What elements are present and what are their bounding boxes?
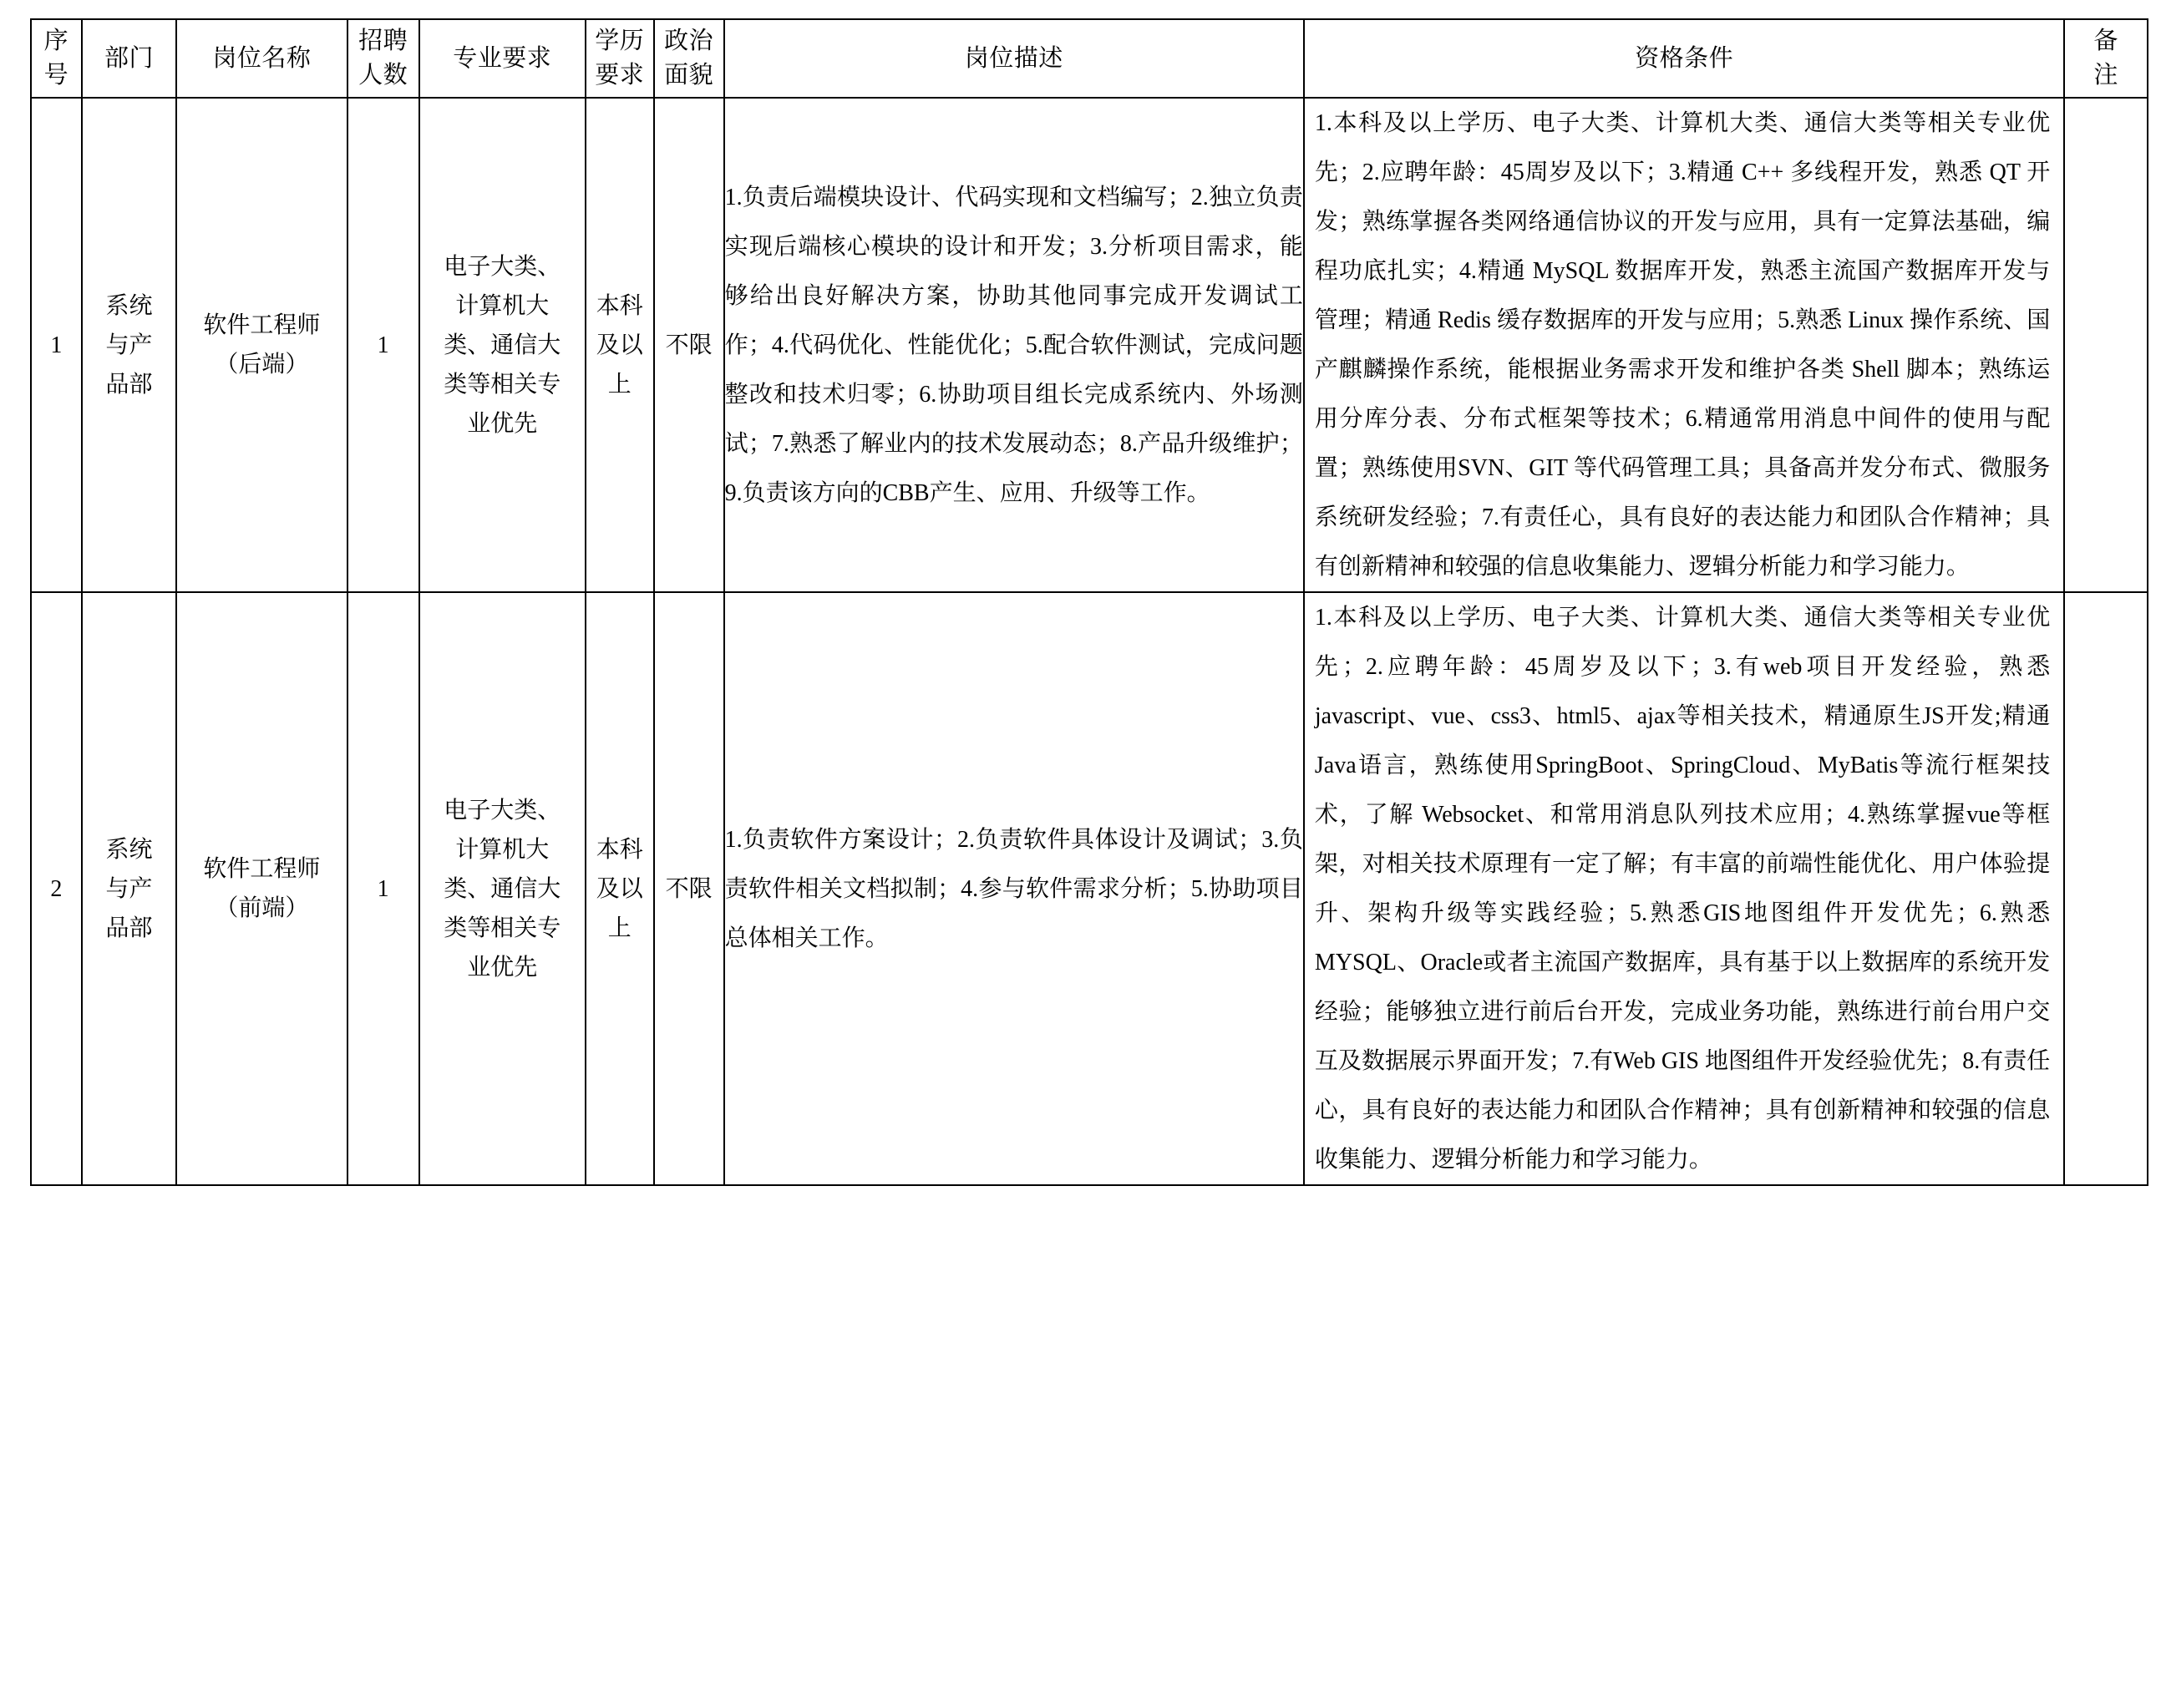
- column-header-qualification-line1: 资格条件: [1635, 44, 1734, 72]
- cell-post-name-line1: 软件工程师: [203, 856, 321, 882]
- cell-qualification: 1.本科及以上学历、电子大类、计算机大类、通信大类等相关专业优先；2.应聘年龄：45周岁及以下；3.有web项目开发经验，熟悉javascript、vue、css3、html5、ajax等相关技术，精通原生JS开发;精通Java语言，熟练使用SpringBoot、SpringCloud、MyBatis等流行框架技术，了解 Websocket、和常用消息队列技术应用；4.熟练掌握vue等框架，对相关技术原理有一定了解；有丰富的前端性能优化、用户体验提升、架构升级等实践经验；5.熟悉GIS地图组件开发优先；6.熟悉MYSQL、Oracle或者主流国产数据库，具有基于以上数据库的系统开发经验；能够独立进行前后台开发，完成业务功能，熟练进行前台用户交互及数据展示界面开发；7.有Web GIS 地图组件开发经验优先；8.有责任心，具有良好的表达能力和团队合作精神；具有创新精神和较强的信息收集能力、逻辑分析能力和学习能力。: [1304, 592, 2064, 1185]
- cell-headcount: 1: [347, 98, 419, 592]
- cell-seq: 1: [31, 98, 82, 592]
- column-header-seq-line1: 序: [43, 28, 69, 54]
- column-header-political-line2: 面貌: [664, 62, 714, 89]
- cell-qualification: 1.本科及以上学历、电子大类、计算机大类、通信大类等相关专业优先；2.应聘年龄：45周岁及以下；3.精通 C++ 多线程开发，熟悉 QT 开发；熟练掌握各类网络通信协议的开发与应用，具有一定算法基础，编程功底扎实；4.精通 MySQL 数据库开发，熟悉主流国产数据库开发与管理；精通 Redis 缓存数据库的开发与应用；5.熟悉 Linux 操作系统、国产麒麟操作系统，能根据业务需求开发和维护各类 Shell 脚本；熟练运用分库分表、分布式框架等技术；6.精通常用消息中间件的使用与配置；熟练使用SVN、GIT 等代码管理工具；具备高并发分布式、微服务系统研发经验；7.有责任心，具有良好的表达能力和团队合作精神；具有创新精神和较强的信息收集能力、逻辑分析能力和学习能力。: [1304, 98, 2064, 592]
- cell-remark: [2064, 592, 2148, 1185]
- column-header-remark-line2: 注: [2093, 62, 2118, 89]
- cell-post-name: [176, 98, 347, 592]
- cell-major-requirement: [419, 592, 586, 1185]
- cell-major-line3: 类、通信大: [444, 875, 561, 902]
- cell-education-line2: 及以: [596, 332, 643, 358]
- column-header-political: [654, 19, 724, 98]
- cell-post-name-line1: 软件工程师: [203, 312, 321, 338]
- column-header-qualification: [1304, 19, 2064, 98]
- column-header-remark-line1: 备: [2093, 28, 2118, 54]
- table-body: [31, 98, 2148, 1185]
- cell-education-line3: 上: [607, 915, 632, 941]
- cell-headcount: 1: [347, 592, 419, 1185]
- cell-job-description: 1.负责后端模块设计、代码实现和文档编写；2.独立负责实现后端核心模块的设计和开发；3.分析项目需求，能够给出良好解决方案，协助其他同事完成开发调试工作；4.代码优化、性能优化；5.配合软件测试，完成问题整改和技术归零；6.协助项目组长完成系统内、外场测试；7.熟悉了解业内的技术发展动态；8.产品升级维护；9.负责该方向的CBB产生、应用、升级等工作。: [724, 98, 1304, 592]
- cell-major-line2: 计算机大: [455, 836, 550, 863]
- cell-education: [586, 98, 654, 592]
- cell-post-name: [176, 592, 347, 1185]
- table-row: [31, 98, 2148, 592]
- cell-major-line3: 类、通信大: [444, 332, 561, 358]
- cell-major-line5: 业优先: [467, 410, 538, 437]
- cell-department-line1: 系统: [105, 836, 153, 863]
- cell-education-line1: 本科: [596, 836, 643, 863]
- column-header-remark: [2064, 19, 2148, 98]
- cell-education: [586, 592, 654, 1185]
- column-header-count: [347, 19, 419, 98]
- cell-department: [82, 98, 176, 592]
- column-header-political-line1: 政治: [664, 28, 714, 54]
- table-header-row: [31, 19, 2148, 98]
- cell-seq: 2: [31, 592, 82, 1185]
- cell-major-line4: 类等相关专: [444, 371, 561, 398]
- column-header-description: [724, 19, 1304, 98]
- cell-department: [82, 592, 176, 1185]
- cell-department-line2: 与产: [105, 875, 153, 902]
- table-header: [31, 19, 2148, 98]
- cell-department-line3: 品部: [105, 915, 153, 941]
- cell-post-name-line2: （前端）: [215, 895, 309, 921]
- column-header-edu-line1: 学历: [595, 28, 645, 54]
- column-header-dept: [82, 19, 176, 98]
- column-header-description-line1: 岗位描述: [964, 44, 1063, 72]
- column-header-post-line1: 岗位名称: [212, 44, 312, 72]
- cell-department-line3: 品部: [105, 371, 153, 398]
- column-header-edu: [586, 19, 654, 98]
- column-header-major: [419, 19, 586, 98]
- table-row: [31, 592, 2148, 1185]
- cell-education-line3: 上: [607, 371, 632, 398]
- cell-education-line2: 及以: [596, 875, 643, 902]
- cell-department-line2: 与产: [105, 332, 153, 358]
- cell-major-line2: 计算机大: [455, 292, 550, 319]
- column-header-edu-line2: 要求: [595, 62, 645, 89]
- cell-major-line1: 电子大类、: [444, 253, 561, 280]
- cell-major-line5: 业优先: [467, 954, 538, 981]
- column-header-dept-line1: 部门: [104, 44, 154, 72]
- column-header-major-line1: 专业要求: [453, 44, 552, 72]
- column-header-seq: [31, 19, 82, 98]
- cell-major-line4: 类等相关专: [444, 915, 561, 941]
- cell-political-status: 不限: [654, 98, 724, 592]
- cell-job-description: 1.负责软件方案设计；2.负责软件具体设计及调试；3.负责软件相关文档拟制；4.参与软件需求分析；5.协助项目总体相关工作。: [724, 592, 1304, 1185]
- cell-major-requirement: [419, 98, 586, 592]
- cell-political-status: 不限: [654, 592, 724, 1185]
- cell-education-line1: 本科: [596, 292, 643, 319]
- cell-major-line1: 电子大类、: [444, 797, 561, 824]
- column-header-post: [176, 19, 347, 98]
- recruitment-table: [30, 18, 2148, 1186]
- cell-remark: [2064, 98, 2148, 592]
- column-header-seq-line2: 号: [43, 62, 69, 89]
- cell-post-name-line2: （后端）: [215, 352, 309, 378]
- column-header-count-line2: 人数: [358, 62, 408, 89]
- cell-department-line1: 系统: [105, 292, 153, 319]
- column-header-count-line1: 招聘: [358, 28, 408, 54]
